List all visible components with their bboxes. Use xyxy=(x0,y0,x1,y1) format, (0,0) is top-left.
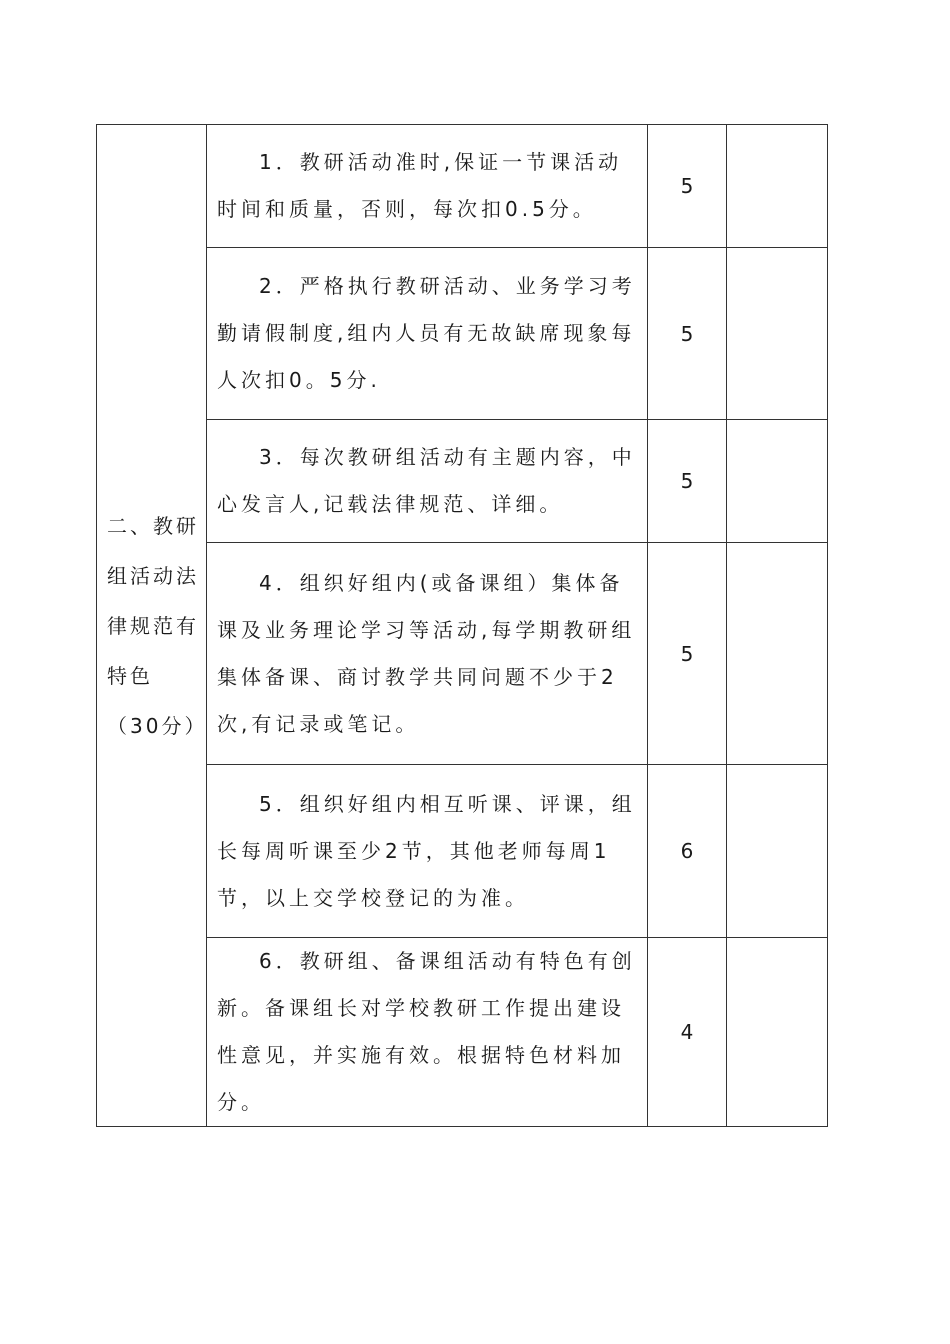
points-cell: 5 xyxy=(648,543,727,765)
requirement-text: 5．组织好组内相互听课、评课，组长每周听课至少2节，其他老师每周1节，以上交学校登记的为准。 xyxy=(217,791,636,910)
requirement-text: 1．教研活动准时,保证一节课活动时间和质量，否则，每次扣0.5分。 xyxy=(217,150,623,221)
requirement-cell xyxy=(207,938,648,1127)
table-row xyxy=(97,420,828,543)
score-cell xyxy=(727,938,828,1127)
requirement-cell xyxy=(207,248,648,420)
requirement-cell xyxy=(207,125,648,248)
score-cell xyxy=(727,248,828,420)
table-row xyxy=(97,938,828,1127)
points-cell: 5 xyxy=(648,125,727,248)
score-cell xyxy=(727,420,828,543)
requirement-text: 4．组织好组内(或备课组）集体备课及业务理论学习等活动,每学期教研组集体备课、商讨教学共同问题不少于2次,有记录或笔记。 xyxy=(217,570,636,736)
score-cell xyxy=(727,543,828,765)
requirement-text: 6．教研组、备课组活动有特色有创新。备课组长对学校教研工作提出建设性意见，并实施有效。根据特色材料加分。 xyxy=(217,949,636,1114)
requirement-text: 2．严格执行教研活动、业务学习考勤请假制度,组内人员有无故缺席现象每人次扣0。5分. xyxy=(217,274,636,392)
points-cell: 6 xyxy=(648,765,727,938)
evaluation-table xyxy=(96,124,828,1127)
requirement-cell xyxy=(207,420,648,543)
table-row xyxy=(97,125,828,248)
category-cell: 二、教研组活动法律规范有特色（30分） xyxy=(97,125,207,1127)
requirement-text: 3．每次教研组活动有主题内容，中心发言人,记载法律规范、详细。 xyxy=(217,445,636,516)
points-cell: 5 xyxy=(648,248,727,420)
table-row xyxy=(97,765,828,938)
points-cell: 4 xyxy=(648,938,727,1127)
requirement-cell xyxy=(207,765,648,938)
requirement-cell xyxy=(207,543,648,765)
score-cell xyxy=(727,125,828,248)
table-row xyxy=(97,248,828,420)
score-cell xyxy=(727,765,828,938)
points-cell: 5 xyxy=(648,420,727,543)
